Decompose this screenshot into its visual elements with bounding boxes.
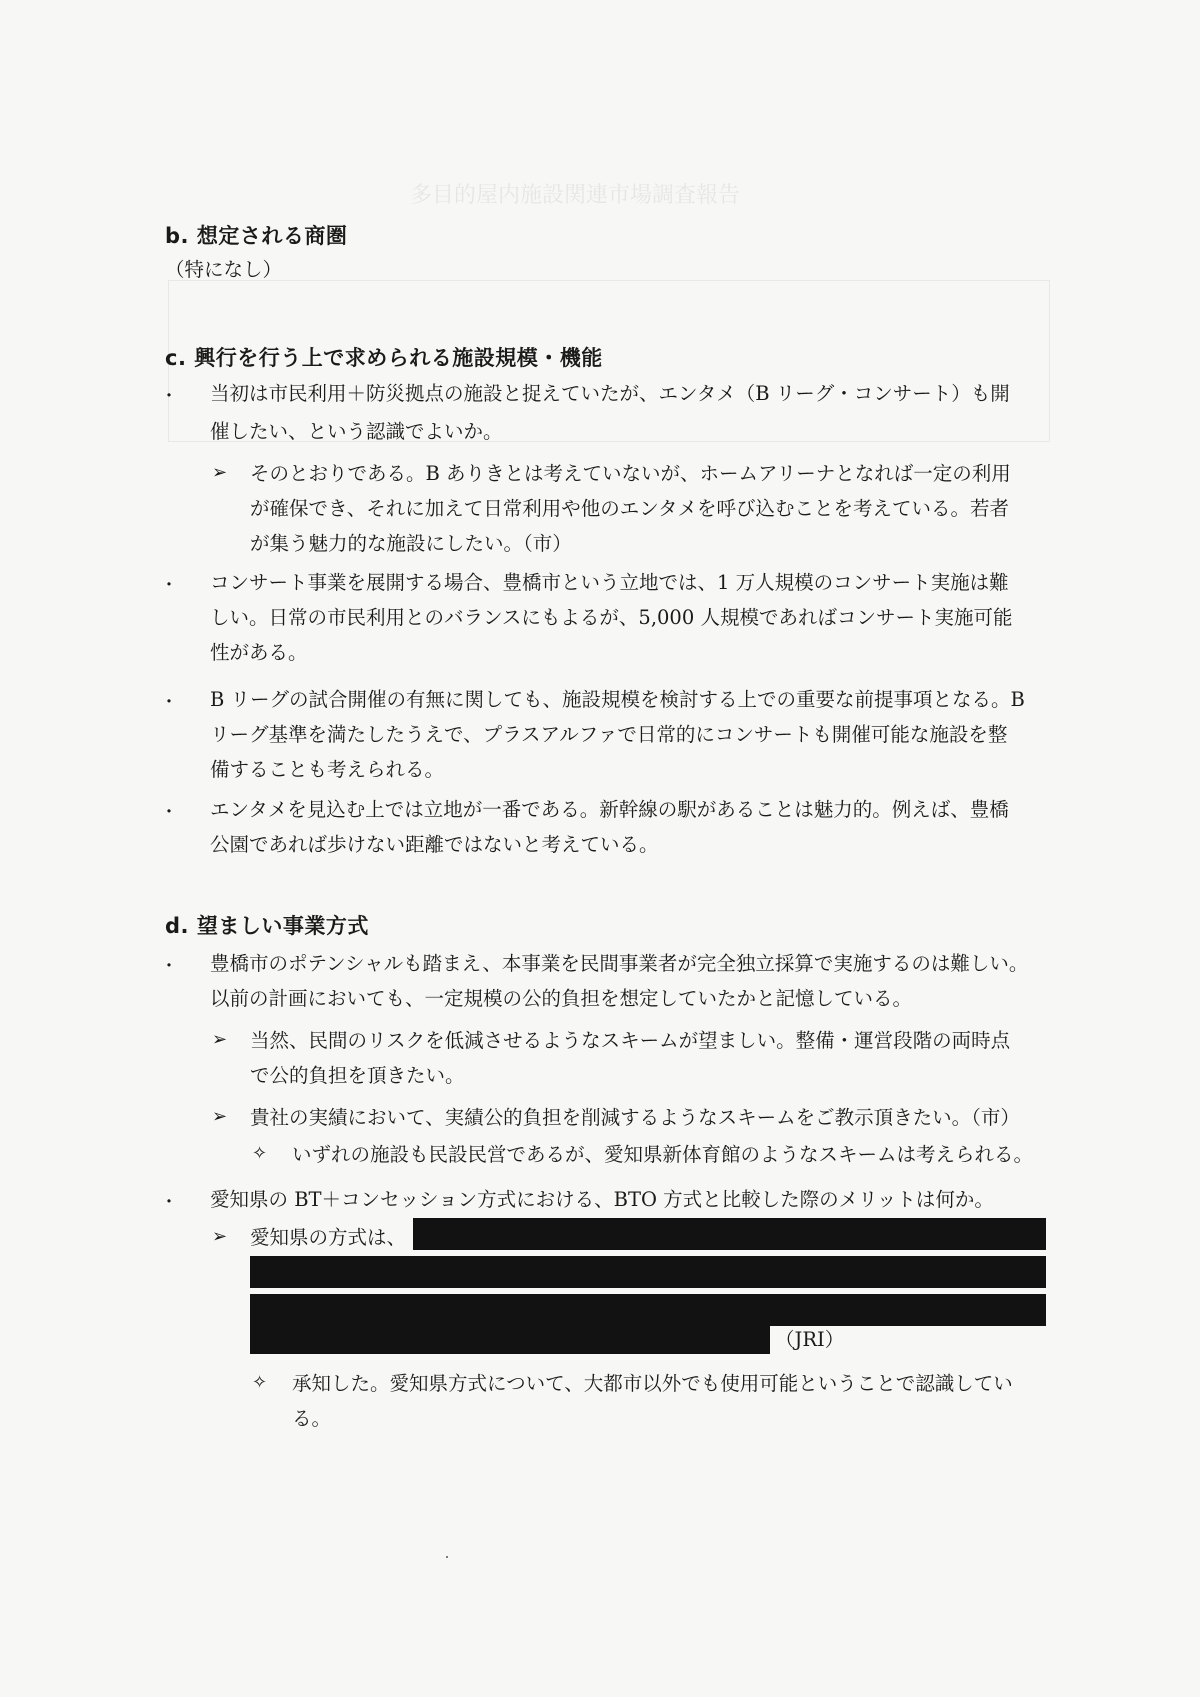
d-item2-reply-lead: 愛知県の方式は、 — [250, 1226, 407, 1249]
section-heading-d: d. 望ましい事業方式 — [165, 914, 369, 938]
d-item2-line1: 愛知県の BT＋コンセッション方式における、BTO 方式と比較した際のメリットは何か。 — [210, 1188, 994, 1211]
d-item1-line2: 以前の計画においても、一定規模の公的負担を想定していたかと記憶している。 — [210, 987, 913, 1010]
d-item1-line1: 豊橋市のポテンシャルも踏まえ、本事業を民間事業者が完全独立採算で実施するのは難しい。 — [210, 952, 1029, 975]
c-item1-reply-line1: そのとおりである。B ありきとは考えていないが、ホームアリーナとなれば一定の利用 — [250, 462, 1011, 485]
redaction-bar — [250, 1256, 1046, 1288]
bullet: ・ — [160, 956, 178, 977]
bullet: ・ — [160, 692, 178, 713]
redaction-bar — [250, 1324, 770, 1354]
redaction-bar — [250, 1294, 1046, 1326]
section-heading-c: c. 興行を行う上で求められる施設規模・機能 — [165, 346, 603, 370]
bleed-through-text: 多目的屋内施設関連市場調査報告 — [410, 183, 741, 208]
arrow-icon: ➢ — [212, 1106, 228, 1127]
c-item2-line2: しい。日常の市民利用とのバランスにもよるが、5,000 人規模であればコンサート実施可能 — [210, 606, 1013, 629]
section-heading-b: b. 想定される商圏 — [165, 224, 348, 248]
bullet: ・ — [160, 575, 178, 596]
bullet: ・ — [160, 386, 178, 407]
c-item2-line1: コンサート事業を展開する場合、豊橋市という立地では、1 万人規模のコンサート実施は難 — [210, 571, 1009, 594]
c-item3-line2: リーグ基準を満たしたうえで、プラスアルファで日常的にコンサートも開催可能な施設を整 — [210, 723, 1008, 746]
d-item1-reply1-line2: で公的負担を頂きたい。 — [250, 1064, 465, 1087]
c-item2-line3: 性がある。 — [210, 641, 308, 664]
c-item4-line2: 公園であれば歩けない距離ではないと考えている。 — [210, 833, 659, 856]
diamond-icon: ✧ — [252, 1143, 268, 1164]
arrow-icon: ➢ — [212, 462, 228, 483]
c-item1-reply-line2: が確保でき、それに加えて日常利用や他のエンタメを呼び込むことを考えている。若者 — [250, 497, 1009, 520]
section-b-note: （特になし） — [165, 258, 283, 281]
d-item2-sub-line1: 承知した。愛知県方式について、大都市以外でも使用可能ということで認識してい — [292, 1372, 1013, 1395]
c-item1-line1: 当初は市民利用＋防災拠点の施設と捉えていたが、エンタメ（B リーグ・コンサート）も開 — [210, 382, 1010, 405]
stray-mark — [446, 1556, 448, 1558]
d-item1-reply1-line1: 当然、民間のリスクを低減させるようなスキームが望ましい。整備・運営段階の両時点 — [250, 1029, 1011, 1052]
d-item1-reply2: 貴社の実績において、実績公的負担を削減するようなスキームをご教示頂きたい。（市） — [250, 1106, 1020, 1129]
c-item1-line2: 催したい、という認識でよいか。 — [210, 420, 503, 443]
c-item3-line3: 備することも考えられる。 — [210, 758, 445, 781]
bullet: ・ — [160, 802, 178, 823]
c-item3-line1: B リーグの試合開催の有無に関しても、施設規模を検討する上での重要な前提事項となる。B — [210, 688, 1025, 711]
arrow-icon: ➢ — [212, 1029, 228, 1050]
bullet: ・ — [160, 1192, 178, 1213]
redaction-bar — [413, 1218, 1046, 1250]
d-item1-sub: いずれの施設も民設民営であるが、愛知県新体育館のようなスキームは考えられる。 — [292, 1143, 1034, 1166]
c-item1-reply-line3: が集う魅力的な施設にしたい。（市） — [250, 532, 572, 555]
c-item4-line1: エンタメを見込む上では立地が一番である。新幹線の駅があることは魅力的。例えば、豊橋 — [210, 798, 1009, 821]
d-item2-sub-line2: る。 — [292, 1407, 332, 1430]
d-item2-reply-tail: （JRI） — [775, 1328, 845, 1351]
diamond-icon: ✧ — [252, 1372, 268, 1393]
arrow-icon: ➢ — [212, 1226, 228, 1247]
